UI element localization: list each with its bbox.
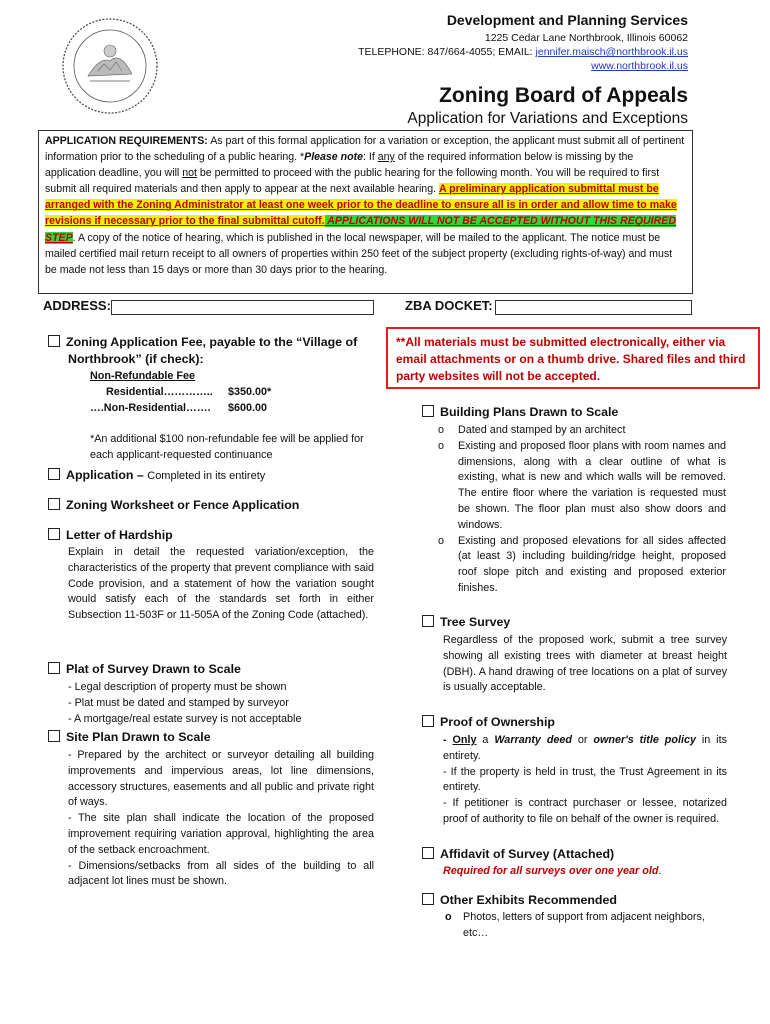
fee-nonres-value: $600.00 (228, 402, 268, 414)
req-p3: of the required information below is missing by the application deadline, you will (45, 151, 634, 180)
tree-survey-item (422, 615, 510, 629)
affidavit-checkbox[interactable] (422, 847, 434, 859)
plat-title: Plat of Survey Drawn to Scale (66, 662, 241, 676)
village-seal-logo (60, 16, 160, 116)
req-p2: : If (363, 151, 378, 164)
requirements-box (38, 130, 693, 294)
affidavit-note (443, 864, 661, 880)
ownership-checkbox[interactable] (422, 715, 434, 727)
email-link[interactable]: jennifer.maisch@northbrook.il.us (535, 46, 688, 58)
hardship-checkbox[interactable] (48, 528, 60, 540)
req-p5: . A copy of the notice of hearing, which is published in the local newspaper, will be mailed to the applicant. The notice must be mailed certified mail return receipt to all owners of properties within 250 feet of the subject property (excluding rights-of-way) and must be made not less than 15 days or more than 30 days prior to the hearing. (45, 231, 673, 276)
building-plans-title: Building Plans Drawn to Scale (440, 405, 619, 419)
contact-prefix: TELEPHONE: 847/664-4055; EMAIL: (358, 46, 536, 58)
site-plan-title: Site Plan Drawn to Scale (66, 730, 211, 744)
req-not: not (182, 167, 197, 180)
owner-rest: in its entirety. (443, 734, 727, 762)
bullet-o: o (438, 534, 445, 547)
preliminary-highlight: A preliminary application submittal must be arranged with the Zoning Administrator at least one week prior to the deadline to ensure all is in order and allow time to make revisions if necessary prior to the final submittal cutoff. (45, 183, 677, 228)
fee-item (48, 335, 357, 349)
fee-title-2: Northbrook” (if check): (68, 352, 204, 366)
hardship-text: Explain in detail the requested variation/exception, the characteristics of the property that prevent compliance with said Code provision, and a statement of how the variation sought would satisfy each of the standards set forth in either Subsection 11-503F or 11-505A of the Zoning Code (attached). (68, 546, 374, 622)
application-item (48, 468, 265, 482)
building-list (438, 423, 726, 597)
owner-title-policy: owner's title policy (593, 734, 696, 746)
req-p1: As part of this formal application for a variation or exception, the applicant must submit all of pertinent information prior to the scheduling of a public hearing. * (45, 135, 685, 164)
bullet-o: o (445, 911, 452, 923)
docket-label: ZBA DOCKET: (405, 298, 493, 313)
worksheet-title: Zoning Worksheet or Fence Application (66, 498, 300, 512)
affidavit-title: Affidavit of Survey (Attached) (440, 847, 615, 861)
requirements-lead: APPLICATION REQUIREMENTS: (45, 135, 208, 147)
docket-field[interactable] (495, 300, 692, 315)
ownership-text-1 (443, 733, 727, 765)
building-bullet-1 (438, 423, 726, 439)
affidavit-note-text: Required for all surveys over one year old (443, 865, 659, 877)
tree-survey-text: Regardless of the proposed work, submit a tree survey showing all existing trees with diameter at breast height (DBH). A hand drawing of tree locations on a plat of survey is usually acceptable. (443, 634, 727, 694)
req-p4: be permitted to proceed with the public hearing for the following month. You will be required to first submit all required materials and then apply to appear at the next available hearing. (45, 167, 660, 196)
ownership-text (443, 733, 727, 828)
page-subtitle: Application for Variations and Exceptions (407, 110, 688, 127)
please-note: Please note (304, 151, 364, 164)
req-any: any (377, 151, 395, 164)
site-text-3: - Dimensions/setbacks from all sides of the building to all adjacent lot lines must be shown. (68, 859, 374, 888)
ownership-text-2: - If the property is held in trust, the Trust Agreement in its entirety. (443, 765, 727, 794)
building-text-2: Existing and proposed floor plans with room names and dimensions, along with a clear outline of what is existing, what is new and which walls will be removed. The entire floor where the variation is requested must be shown. The floor plan must also show doors and windows. (458, 439, 726, 531)
fee-note: *An additional $100 non-refundable fee will be applied for each applicant-requested continuance (90, 433, 364, 461)
exhibits-checkbox[interactable] (422, 893, 434, 905)
exhibits-title: Other Exhibits Recommended (440, 893, 617, 907)
worksheet-item (48, 498, 299, 512)
org-contact (358, 46, 688, 58)
application-dash: – (133, 468, 148, 482)
plat-item (48, 662, 241, 676)
org-name: Development and Planning Services (446, 12, 688, 28)
fee-res-value: $350.00* (228, 386, 272, 398)
address-field[interactable] (111, 300, 374, 315)
owner-only: Only (452, 734, 477, 746)
ownership-item (422, 715, 555, 729)
building-text-1: Dated and stamped by an architect (458, 424, 626, 436)
fee-checkbox[interactable] (48, 335, 60, 347)
hardship-title: Letter of Hardship (66, 528, 173, 542)
affidavit-item (422, 847, 614, 861)
bullet-o: o (438, 439, 445, 452)
owner-warranty-deed: Warranty deed (494, 734, 573, 746)
electronic-submission-notice: **All materials must be submitted electronically, either via email attachments or on a thumb drive. Shared files and third party websites will not be accepted. (386, 327, 760, 389)
exhibits-text: Photos, letters of support from adjacent neighbors, etc… (463, 911, 705, 939)
owner-dash: - (443, 734, 453, 746)
affidavit-period: . (658, 865, 662, 877)
application-checkbox[interactable] (48, 468, 60, 480)
plat-item-1: - Legal description of property must be shown (68, 681, 287, 693)
building-bullet-3 (438, 534, 726, 597)
org-address: 1225 Cedar Lane Northbrook, Illinois 60062 (484, 32, 688, 44)
hardship-item (48, 528, 173, 542)
fee-nonres-label: ….Non-Residential……. (90, 402, 211, 414)
bullet-o: o (438, 424, 445, 436)
owner-or: or (572, 734, 594, 746)
exhibits-bullet (445, 910, 733, 942)
page-title: Zoning Board of Appeals (439, 84, 688, 107)
site-plan-text (68, 748, 374, 890)
website-link[interactable]: www.northbrook.il.us (591, 60, 688, 72)
tree-survey-checkbox[interactable] (422, 615, 434, 627)
address-label: ADDRESS: (43, 298, 111, 313)
building-bullet-2 (438, 439, 726, 534)
site-text-2: - The site plan shall indicate the location of the proposed improvement requiring variation approval, highlighting the area of the setback encroachment. (68, 812, 374, 856)
fee-nonrefundable: Non-Refundable Fee (90, 370, 195, 382)
tree-survey-title: Tree Survey (440, 615, 511, 629)
site-text-1: - Prepared by the architect or surveyor detailing all building improvements and impervious areas, lot line dimensions, accessory structures, easements and all public and private right of ways. (68, 749, 374, 809)
worksheet-checkbox[interactable] (48, 498, 60, 510)
plat-checkbox[interactable] (48, 662, 60, 674)
exhibits-list (445, 910, 733, 942)
ownership-text-3: - If petitioner is contract purchaser or lessee, notarized proof of authority to file on behalf of the owner is required. (443, 797, 727, 825)
site-plan-item (48, 730, 211, 744)
building-plans-item (422, 405, 618, 419)
application-note: Completed in its entirety (147, 470, 266, 482)
fee-title-1: Zoning Application Fee, payable to the “Village of (66, 335, 358, 349)
plat-item-2: - Plat must be dated and stamped by surveyor (68, 697, 289, 709)
application-title: Application (66, 468, 134, 482)
fee-res-label: Residential………….. (106, 386, 213, 398)
site-plan-checkbox[interactable] (48, 730, 60, 742)
not-accepted-highlight: APPLICATIONS WILL NOT BE ACCEPTED WITHOUT THIS REQUIRED STEP (45, 215, 676, 244)
building-text-3: Existing and proposed elevations for all sides affected (at least 3) including building/ridge height, proposed roof slope pitch and existing and proposed exterior finishes. (458, 534, 726, 594)
owner-a: a (476, 734, 495, 746)
exhibits-item (422, 893, 617, 907)
plat-item-3: - A mortgage/real estate survey is not acceptable (68, 713, 302, 725)
building-plans-checkbox[interactable] (422, 405, 434, 417)
website (591, 60, 688, 72)
ownership-title: Proof of Ownership (440, 715, 555, 729)
